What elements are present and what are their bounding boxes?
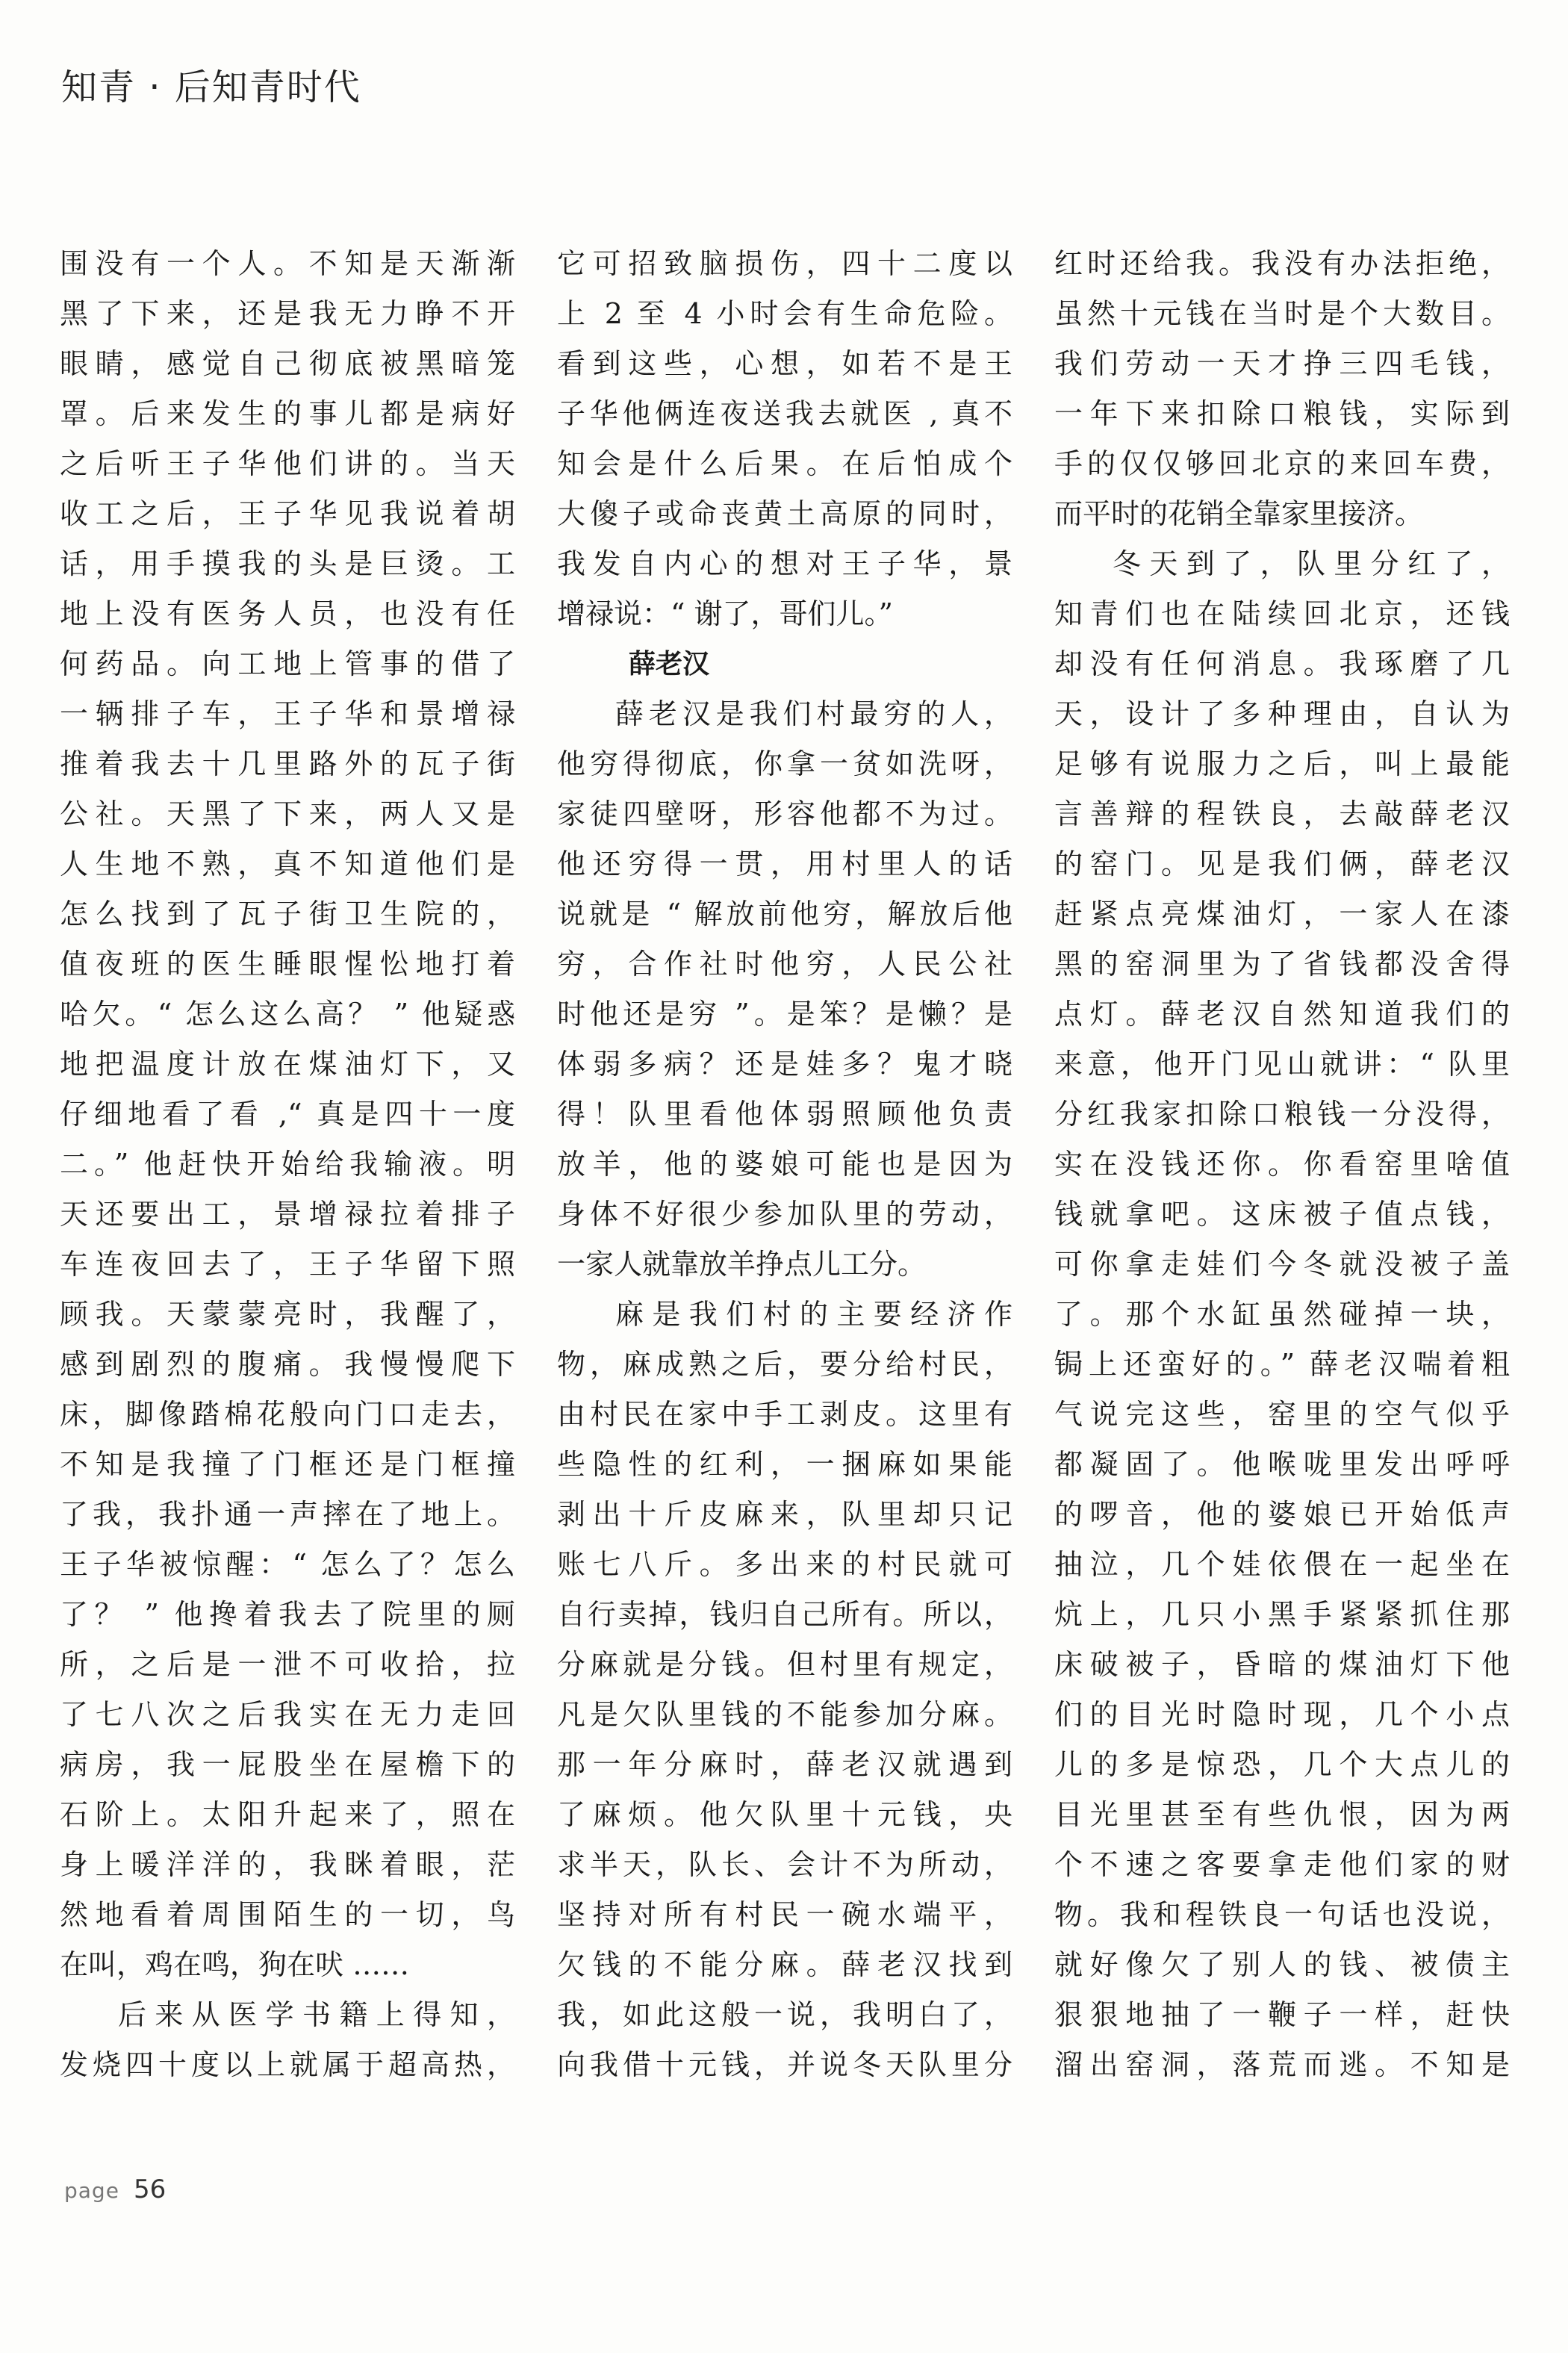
text-line: 溜出窑洞，落荒而逃。不知是 [1054,2048,1510,2081]
text-line: 地把温度计放在煤油灯下，又 [60,1048,515,1081]
text-line: 剥出十斤皮麻来，队里却只记 [557,1498,1012,1531]
text-line: 黑的窑洞里为了省钱都没舍得 [1054,948,1510,980]
text-line: 来意，他开门见山就讲：“ 队里 [1054,1048,1510,1081]
text-line: 气说完这些，窑里的空气似乎 [1054,1398,1510,1431]
section-heading: 薛老汉 [629,649,710,680]
text-line: 赶紧点亮煤油灯，一家人在漆 [1054,898,1510,930]
page-label: page [64,2178,119,2203]
text-line: 些隐性的红利，一捆麻如果能 [557,1448,1012,1481]
text-line: 围没有一个人。不知是天渐渐 [60,247,515,280]
text-line: 个不速之客要拿走他们家的财 [1054,1848,1510,1881]
text-line: 二。” 他赶快开始给我输液。明 [60,1148,515,1181]
text-line: 我发自内心的想对王子华，景 [557,547,1012,580]
text-line: 凡是欠队里钱的不能参加分麻。 [557,1698,1012,1731]
text-line: 大傻子或命丧黄土高原的同时， [557,497,1012,530]
text-line: 实在没钱还你。你看窑里啥值 [1054,1148,1510,1181]
text-line: 得！队里看他体弱照顾他负责 [557,1098,1012,1131]
text-line: 放羊，他的婆娘可能也是因为 [557,1148,1012,1181]
text-line: 后来从医学书籍上得知， [118,1998,515,2031]
text-line: 说就是 “ 解放前他穷，解放后他 [557,898,1012,930]
text-line: 手的仅仅够回北京的来回车费， [1054,447,1510,480]
text-line: 物。我和程铁良一句话也没说， [1054,1898,1510,1931]
text-line: 顾我。天蒙蒙亮时，我醒了， [60,1298,515,1331]
text-line: 床，脚像踏棉花般向门口走去， [60,1398,515,1431]
text-line: 知青们也在陆续回北京，还钱 [1054,597,1510,630]
text-line: 那一年分麻时，薛老汉就遇到 [557,1748,1012,1781]
text-line: 目光里甚至有些仇恨，因为两 [1054,1798,1510,1831]
text-line: 而平时的花销全靠家里接济。 [1054,497,1424,530]
text-line: 怎么找到了瓦子街卫生院的， [60,898,515,930]
text-line: 看到这些，心想，如若不是王 [557,347,1012,380]
text-line: 自行卖掉，钱归自己所有。所以， [557,1598,1012,1631]
text-line: 一辆排子车，王子华和景增禄 [60,697,515,730]
text-line: 儿的多是惊恐，几个大点儿的 [1054,1748,1510,1781]
text-line: 上 2 至 4 小时会有生命危险。 [557,297,1012,330]
text-line: 的啰音，他的婆娘已开始低声 [1054,1498,1510,1531]
text-line: 麻是我们村的主要经济作 [615,1298,1012,1331]
text-line: 家徒四壁呀，形容他都不为过。 [557,798,1012,830]
text-line: 了麻烦。他欠队里十元钱，央 [557,1798,1012,1831]
text-line: 在叫，鸡在鸣，狗在吠 …… [60,1948,410,1981]
text-line: 我们劳动一天才挣三四毛钱， [1054,347,1510,380]
text-line: 却没有任何消息。我琢磨了几 [1054,647,1510,680]
text-line: 红时还给我。我没有办法拒绝， [1054,247,1510,280]
text-line: 欠钱的不能分麻。薛老汉找到 [557,1948,1012,1981]
text-line: 床破被子，昏暗的煤油灯下他 [1054,1648,1510,1681]
text-line: 子华他俩连夜送我去就医 , 真不 [557,397,1012,430]
text-line: 之后听王子华他们讲的。当天 [60,447,515,480]
text-line: 了七八次之后我实在无力走回 [60,1698,515,1731]
text-line: 薛老汉是我们村最穷的人， [615,697,1012,730]
text-line: 求半天，队长、会计不为所动， [557,1848,1012,1881]
text-line: 了？ ” 他搀着我去了院里的厕 [60,1598,515,1631]
text-line: 了。那个水缸虽然碰掉一块， [1054,1298,1510,1331]
text-line: 仔细地看了看 ,“ 真是四十一度 [60,1098,515,1131]
text-line: 足够有说服力之后，叫上最能 [1054,747,1510,780]
text-column-3 [1054,239,1510,2090]
text-line: 的窑门。见是我们俩，薛老汉 [1054,848,1510,880]
text-line: 病房，我一屁股坐在屋檐下的 [60,1748,515,1781]
text-line: 体弱多病？还是娃多？鬼才晓 [557,1048,1012,1081]
text-line: 抽泣，几个娃依偎在一起坐在 [1054,1548,1510,1581]
text-line: 知会是什么后果。在后怕成个 [557,447,1012,480]
text-line: 黑了下来，还是我无力睁不开 [60,297,515,330]
text-line: 点灯。薛老汉自然知道我们的 [1054,998,1510,1031]
text-line: 穷，合作社时他穷，人民公社 [557,948,1012,980]
text-line: 哈欠。“ 怎么这么高？ ” 他疑惑 [60,998,515,1031]
text-line: 狠狠地抽了一鞭子一样，赶快 [1054,1998,1510,2031]
magazine-section-header: 知青 · 后知青时代 [61,66,361,108]
text-line: 虽然十元钱在当时是个大数目。 [1054,297,1510,330]
text-line: 们的目光时隐时现，几个小点 [1054,1698,1510,1731]
text-line: 钱就拿吧。这床被子值点钱， [1054,1198,1510,1231]
text-line: 一年下来扣除口粮钱，实际到 [1054,397,1510,430]
text-line: 值夜班的医生睡眼惺忪地打着 [60,948,515,980]
text-line: 他还穷得一贯，用村里人的话 [557,848,1012,880]
text-line: 都凝固了。他喉咙里发出呼呼 [1054,1448,1510,1481]
text-line: 可你拿走娃们今冬就没被子盖 [1054,1248,1510,1281]
text-line: 炕上，几只小黑手紧紧抓住那 [1054,1598,1510,1631]
text-line: 地上没有医务人员，也没有任 [60,597,515,630]
text-line: 天，设计了多种理由，自认为 [1054,697,1510,730]
text-line: 然地看着周围陌生的一切，鸟 [60,1898,515,1931]
text-line: 天还要出工，景增禄拉着排子 [60,1198,515,1231]
text-line: 了我，我扑通一声摔在了地上。 [60,1498,515,1531]
text-line: 发烧四十度以上就属于超高热， [60,2048,515,2081]
text-line: 一家人就靠放羊挣点儿工分。 [557,1248,927,1281]
text-line: 分红我家扣除口粮钱一分没得， [1054,1098,1510,1131]
text-line: 身上暖洋洋的，我眯着眼，茫 [60,1848,515,1881]
page-number: 56 [134,2175,167,2204]
text-line: 推着我去十几里路外的瓦子街 [60,747,515,780]
text-line: 所，之后是一泄不可收拾，拉 [60,1648,515,1681]
text-line: 何药品。向工地上管事的借了 [60,647,515,680]
text-line: 感到剧烈的腹痛。我慢慢爬下 [60,1348,515,1381]
text-line: 公社。天黑了下来，两人又是 [60,798,515,830]
text-line: 就好像欠了别人的钱、被债主 [1054,1948,1510,1981]
text-line: 罩。后来发生的事儿都是病好 [60,397,515,430]
text-line: 他穷得彻底，你拿一贫如洗呀， [557,747,1012,780]
text-line: 增禄说：“ 谢了，哥们儿。” [557,597,893,630]
text-line: 物，麻成熟之后，要分给村民， [557,1348,1012,1381]
text-line: 车连夜回去了，王子华留下照 [60,1248,515,1281]
text-column-1 [60,239,515,2090]
text-line: 收工之后，王子华见我说着胡 [60,497,515,530]
text-line: 话，用手摸我的头是巨烫。工 [60,547,515,580]
text-line: 我，如此这般一说，我明白了， [557,1998,1012,2031]
text-line: 身体不好很少参加队里的劳动， [557,1198,1012,1231]
text-line: 锔上还蛮好的。” 薛老汉喘着粗 [1054,1348,1510,1381]
text-line: 分麻就是分钱。但村里有规定， [557,1648,1012,1681]
text-line: 眼睛，感觉自己彻底被黑暗笼 [60,347,515,380]
text-column-2 [557,239,1012,2090]
text-line: 向我借十元钱，并说冬天队里分 [557,2048,1012,2081]
text-line: 言善辩的程铁良，去敲薛老汉 [1054,798,1510,830]
text-line: 冬天到了，队里分红了， [1113,547,1510,580]
page-footer [64,2175,166,2204]
text-line: 人生地不熟，真不知道他们是 [60,848,515,880]
text-line: 账七八斤。多出来的村民就可 [557,1548,1012,1581]
text-line: 王子华被惊醒：“ 怎么了？怎么 [60,1548,515,1581]
text-line: 石阶上。太阳升起来了，照在 [60,1798,515,1831]
text-line: 坚持对所有村民一碗水端平， [557,1898,1012,1931]
text-line: 它可招致脑损伤，四十二度以 [557,247,1012,280]
text-line: 不知是我撞了门框还是门框撞 [60,1448,515,1481]
text-line: 由村民在家中手工剥皮。这里有 [557,1398,1012,1431]
text-line: 时他还是穷 ”。是笨？是懒？是 [557,998,1012,1031]
